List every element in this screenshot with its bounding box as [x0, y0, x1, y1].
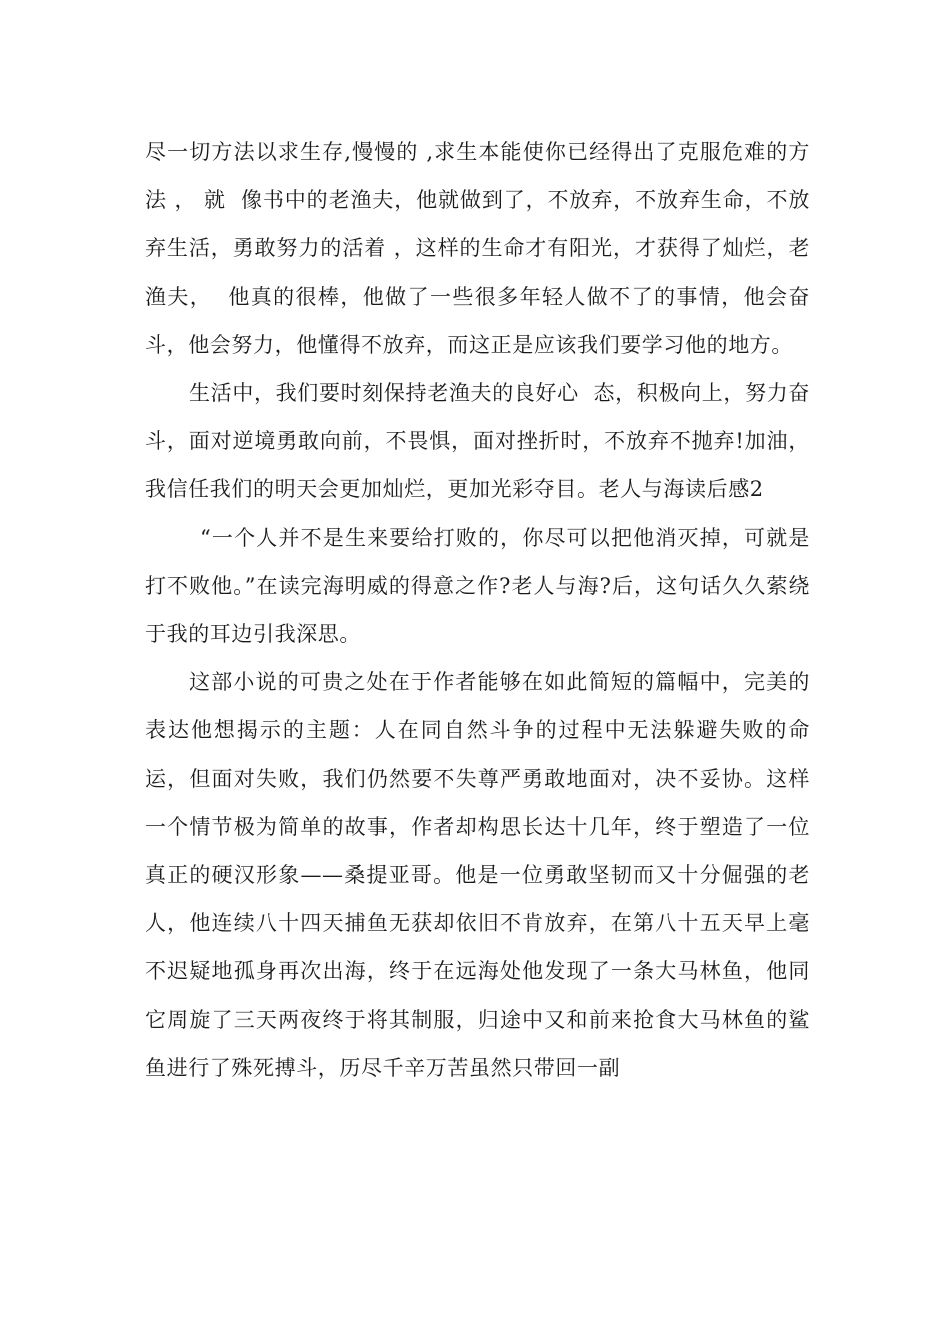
paragraph-2: 生活中，我们要时刻保持老渔夫的良好心 态，积极向上，努力奋斗，面对逆境勇敢向前，不畏惧，面对挫折时，不放弃不抛弃!加油，我信任我们的明天会更加灿烂，更加光彩夺目。老人与海读后感2	[145, 381, 810, 502]
paragraph-1: 尽一切方法以求生存,慢慢的 ,求生本能使你已经得出了克服危难的方法 ， 就 像书中的老渔夫，他就做到了，不放弃，不放弃生命，不放弃生活，勇敢努力的活着 ，这样的生命才有阳光，才获得了灿烂，老渔夫， 他真的很棒，他做了一些很多年轻人做不了的事情，他会奋斗，他会努力，他懂得不放弃，而这正是应该我们要学习他的地方。	[145, 140, 810, 357]
paragraph-3: “一个人并不是生来要给打败的，你尽可以把他消灭掉，可就是打不败他。”在读完海明威的得意之作?老人与海?后，这句话久久萦绕于我的耳边引我深思。	[145, 525, 810, 647]
document-body	[145, 128, 810, 1092]
paragraph-4: 这部小说的可贵之处在于作者能够在如此简短的篇幅中，完美的表达他想揭示的主题：人在同自然斗争的过程中无法躲避失败的命运，但面对失败，我们仍然要不失尊严勇敢地面对，决不妥协。这样一个情节极为简单的故事，作者却构思长达十几年，终于塑造了一位真正的硬汉形象——桑提亚哥。他是一位勇敢坚韧而又十分倔强的老人，他连续八十四天捕鱼无获却依旧不肯放弃，在第八十五天早上毫不迟疑地孤身再次出海，终于在远海处他发现了一条大马林鱼，他同它周旋了三天两夜终于将其制服，归途中又和前来抢食大马林鱼的鲨鱼进行了殊死搏斗，历尽千辛万苦虽然只带回一副	[145, 670, 810, 1080]
